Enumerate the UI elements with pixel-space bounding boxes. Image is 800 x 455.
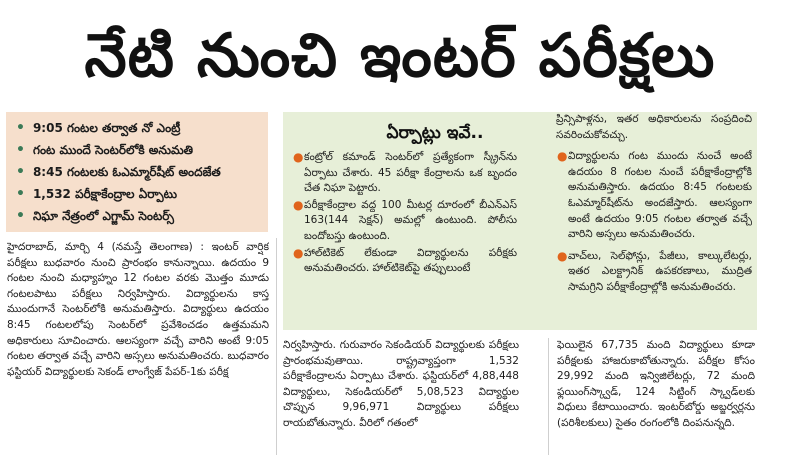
highlight-item: • 8:45 గంటలకు ఓఎమ్మార్‌షీట్‌ అందజేత bbox=[16, 164, 221, 180]
arrangement-item: ● వాచ్‌లు, సెల్‌ఫోన్లు, పేజీలు, కాల్కులేటర్లు, ఇతర ఎలక్ట్రానిక్‌ ఉపకరణాలు, ముద్రిత సామగ్రిని పరీక్షాకేంద్రాల్లోకి అనుమతించరు. bbox=[557, 248, 752, 293]
arrangement-item: ● విద్యార్థులను గంట ముందు నుంచే అంటే ఉదయం 8 గంటల నుంచే పరీక్షాకేంద్రాల్లోకి అనుమతిస్తారు. ఉదయం 8:45 గంటలకు ఓఎమ్మార్‌షీట్‌ను అందజేస్తారు. ఆలస్యంగా అంటే ఉదయం 9:05 గంటల తర్వాత వచ్చే వారిని అస్సలు అనుమతించరు. bbox=[557, 149, 752, 241]
bullet-icon: • bbox=[16, 142, 25, 158]
arrangement-continuation: ప్రిన్సిపాళ్లను, ఇతర అధికారులను సంప్రదించి సవరించుకోవచ్చు. bbox=[556, 113, 752, 141]
arrangement-item: ● పరీక్షాకేంద్రాల వద్ద 100 మీటర్ల దూరంలో బీఎన్‌ఎస్‌ 163(144 సెక్షన్‌) అమల్లో ఉంటుంది. పోలీసు బందోబస్తు ఉంటుంది. bbox=[293, 197, 517, 242]
column-divider bbox=[548, 338, 549, 455]
highlight-item: • 1,532 పరీక్షాకేంద్రాల ఏర్పాటు bbox=[16, 186, 178, 202]
article-column-left: హైదరాబాద్‌, మార్చి 4 (నమస్తే తెలంగాణ) : ఇంటర్‌ వార్షిక పరీక్షలు బుధవారం నుంచి ప్రారంభం కానున్నాయి. ఉదయం 9 గంటల నుంచి మధ్యాహ్నం 12 గంటల వరకు మొత్తం మూడు గంటలపాటు పరీక్షలు నిర్వహిస్తారు. విద్యార్థులను కాస్త ముందుగానే సెంటర్‌లోకి అనుమతిస్తారు. విద్యార్థులు ఉదయం 8:45 గంటలలోపు సెంటర్‌లో ప్రవేశించడం ఉత్తమమని అధికారులు సూచించారు. ఆలస్యంగా వచ్చే వారిని అంటే 9:05 గంటల తర్వాత వచ్చే వారిని అస్సలు అనుమతించరు. బుధవారం ఫస్టియర్‌ విద్యార్థులకు సెకండ్‌ లాంగ్వేజ్‌ పేపర్‌-1కు పరీక్ష bbox=[7, 241, 269, 378]
article-column-right: ఫెయిలైన 67,735 మంది విద్యార్థులు కూడా పరీక్షలకు హాజరుకాబోతున్నారు. పరీక్షల కోసం 29,992 మంది ఇన్విజిలేటర్లు, 72 మంది ఫ్లయింగ్‌స్క్వాడ్‌, 124 సిట్టింగ్‌ స్క్వాడ్‌లకు విధులు కేటాయించారు. ఇంటర్‌బోర్డు అబ్జర్వర్లను (పరిశీలకులు) సైతం రంగంలోకి దింపనున్నది. bbox=[557, 339, 755, 429]
column-divider bbox=[276, 238, 277, 455]
highlight-item: • 9:05 గంటల తర్వాత నో ఎంట్రీ bbox=[16, 120, 181, 136]
article-column-middle: నిర్వహిస్తారు. గురువారం సెకండియర్‌ విద్యార్థులకు పరీక్షలు ప్రారంభమవుతాయి. రాష్ట్రవ్యాప్తంగా 1,532 పరీక్షాకేంద్రాలను ఏర్పాటు చేశారు. ఫస్టియర్‌లో 4,88,448 విద్యార్థులు, సెకండియర్‌లో 5,08,523 విద్యార్థుల చొప్పున 9,96,971 విద్యార్థులు పరీక్షలు రాయబోతున్నారు. వీరిలో గతంలో bbox=[283, 339, 519, 429]
highlights-box bbox=[6, 112, 268, 232]
arrangement-item: ● కంట్రోల్‌ కమాండ్‌ సెంటర్‌లో ప్రత్యేకంగా స్క్రీన్‌ను ఏర్పాటు చేశారు. 45 పరీక్షా కేంద్రాలను ఒక బృందం చేత నిఘా పెట్టారు. bbox=[293, 150, 517, 195]
arrangement-item: ● హాల్‌టికెట్‌ లేకుండా విద్యార్థులను పరీక్షకు అనుమతించరు. హాల్‌టికెట్‌పై తప్పులుంటే bbox=[293, 245, 517, 275]
bullet-icon: ● bbox=[293, 197, 304, 212]
arrangements-title: ఏర్పాట్లు ఇవే.. bbox=[386, 123, 484, 143]
bullet-icon: ● bbox=[293, 245, 304, 260]
highlight-item: • నిఘా నేత్రంలో ఎగ్జామ్‌ సెంటర్స్‌ bbox=[16, 208, 175, 224]
arrangements-right-column bbox=[556, 112, 752, 332]
bullet-icon: ● bbox=[293, 150, 304, 164]
arrangements-middle-column bbox=[292, 150, 517, 332]
highlight-item: • గంట ముందే సెంటర్‌లోకి అనుమతి bbox=[16, 142, 194, 158]
bullet-icon: • bbox=[16, 186, 25, 202]
bullet-icon: • bbox=[16, 120, 25, 136]
bullet-icon: ● bbox=[557, 248, 568, 263]
headline: నేటి నుంచి ఇంటర్‌ పరీక్షలు bbox=[84, 21, 716, 91]
bullet-icon: • bbox=[16, 208, 25, 224]
bullet-icon: ● bbox=[557, 149, 568, 164]
bullet-icon: • bbox=[16, 164, 25, 180]
